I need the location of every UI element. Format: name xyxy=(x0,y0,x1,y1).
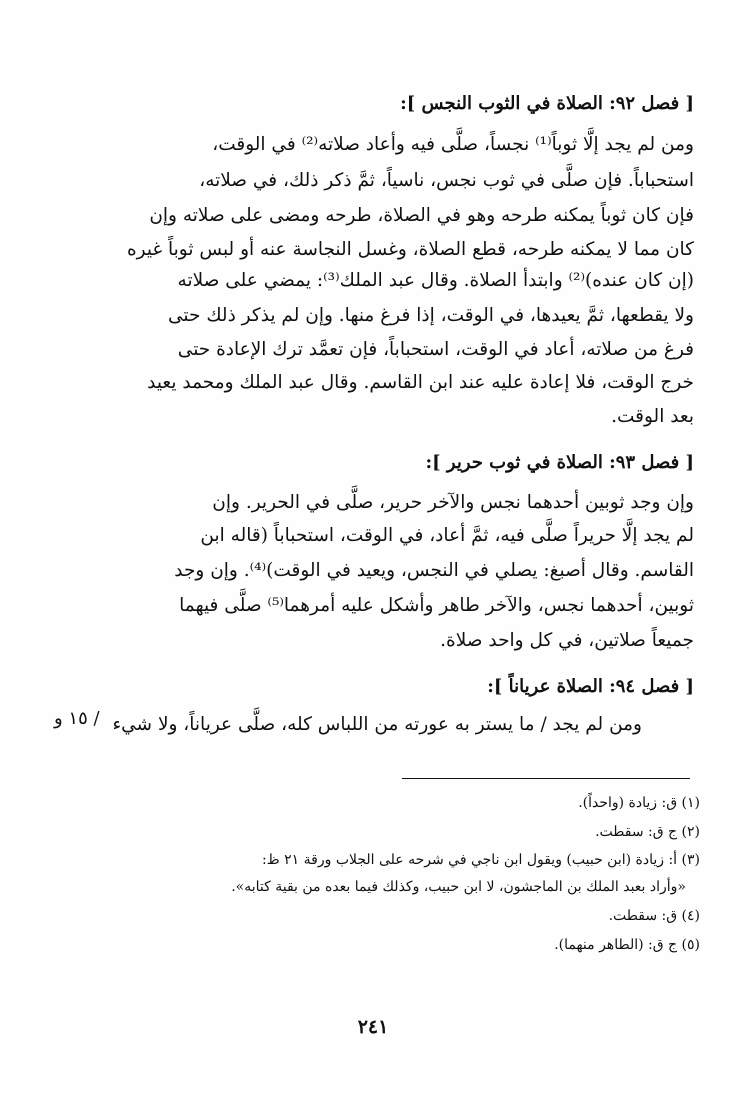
body-line: القاسم. وقال أصبغ: يصلي في النجس، ويعيد في الوقت)⁽⁴⁾. وإن وجد xyxy=(174,560,694,581)
body-line: وإن وجد ثوبين أحدهما نجس والآخر حرير، صلَّى في الحرير. وإن xyxy=(212,492,694,513)
body-line: استحباباً. فإن صلَّى في ثوب نجس، ناسياً، ثمَّ ذكر ذلك، في صلاته، xyxy=(199,170,694,191)
section-92-heading: [ فصل ٩٢: الصلاة في الثوب النجس ]: xyxy=(400,93,694,114)
footnote: (٢) ج ق: سقطت. xyxy=(595,824,700,840)
body-line: لم يجد إلَّا حريراً صلَّى فيه، ثمَّ أعاد، في الوقت، استحباباً (قاله ابن xyxy=(200,525,694,546)
body-line: فإن كان ثوباً يمكنه طرحه وهو في الصلاة، طرحه ومضى على صلاته وإن xyxy=(149,205,694,226)
footnote-continuation: «وأراد بعبد الملك بن الماجشون، لا ابن حبيب، وكذلك فيما بعده من بقية كتابه». xyxy=(231,879,686,895)
body-line: كان مما لا يمكنه طرحه، قطع الصلاة، وغسل النجاسة عنه أو لبس ثوباً غيره xyxy=(126,239,694,260)
section-93-heading: [ فصل ٩٣: الصلاة في ثوب حرير ]: xyxy=(425,452,694,473)
body-line: ثوبين، أحدهما نجس، والآخر طاهر وأشكل عليه أمرهما⁽⁵⁾ صلَّى فيهما xyxy=(179,595,694,616)
page-number: ٢٤١ xyxy=(357,1016,389,1038)
body-line: (إن كان عنده)⁽²⁾ وابتدأ الصلاة. وقال عبد الملك⁽³⁾: يمضي على صلاته xyxy=(177,270,694,291)
manuscript-folio-marker: / ١٥ و xyxy=(54,708,100,729)
body-line: ولا يقطعها، ثمَّ يعيدها، في الوقت، إذا فرغ منها. وإن لم يذكر ذلك حتى xyxy=(168,305,694,326)
footnote: (٤) ق: سقطت. xyxy=(608,908,700,924)
footnote: (١) ق: زيادة (واحداً). xyxy=(578,795,700,811)
body-line: ومن لم يجد إلَّا ثوباً⁽¹⁾ نجساً، صلَّى فيه وأعاد صلاته⁽²⁾ في الوقت، xyxy=(212,134,694,155)
body-line: فرغ من صلاته، أعاد في الوقت، استحباباً، فإن تعمَّد ترك الإعادة حتى xyxy=(177,339,694,360)
body-line: بعد الوقت. xyxy=(611,406,694,427)
body-line: خرج الوقت، فلا إعادة عليه عند ابن القاسم. وقال عبد الملك ومحمد يعيد xyxy=(147,372,694,393)
body-line: ومن لم يجد / ما يستر به عورته من اللباس كله، صلَّى عرياناً، ولا شيء xyxy=(112,714,642,735)
footnote: (٣) أ: زيادة (ابن حبيب) ويقول ابن ناجي في شرحه على الجلاب ورقة ٢١ ظ: xyxy=(262,852,700,868)
footnote-divider xyxy=(402,778,690,779)
body-line: جميعاً صلاتين، في كل واحد صلاة. xyxy=(440,630,694,651)
footnote: (٥) ج ق: (الطاهر منهما). xyxy=(554,937,700,953)
section-94-heading: [ فصل ٩٤: الصلاة عرياناً ]: xyxy=(487,676,694,697)
